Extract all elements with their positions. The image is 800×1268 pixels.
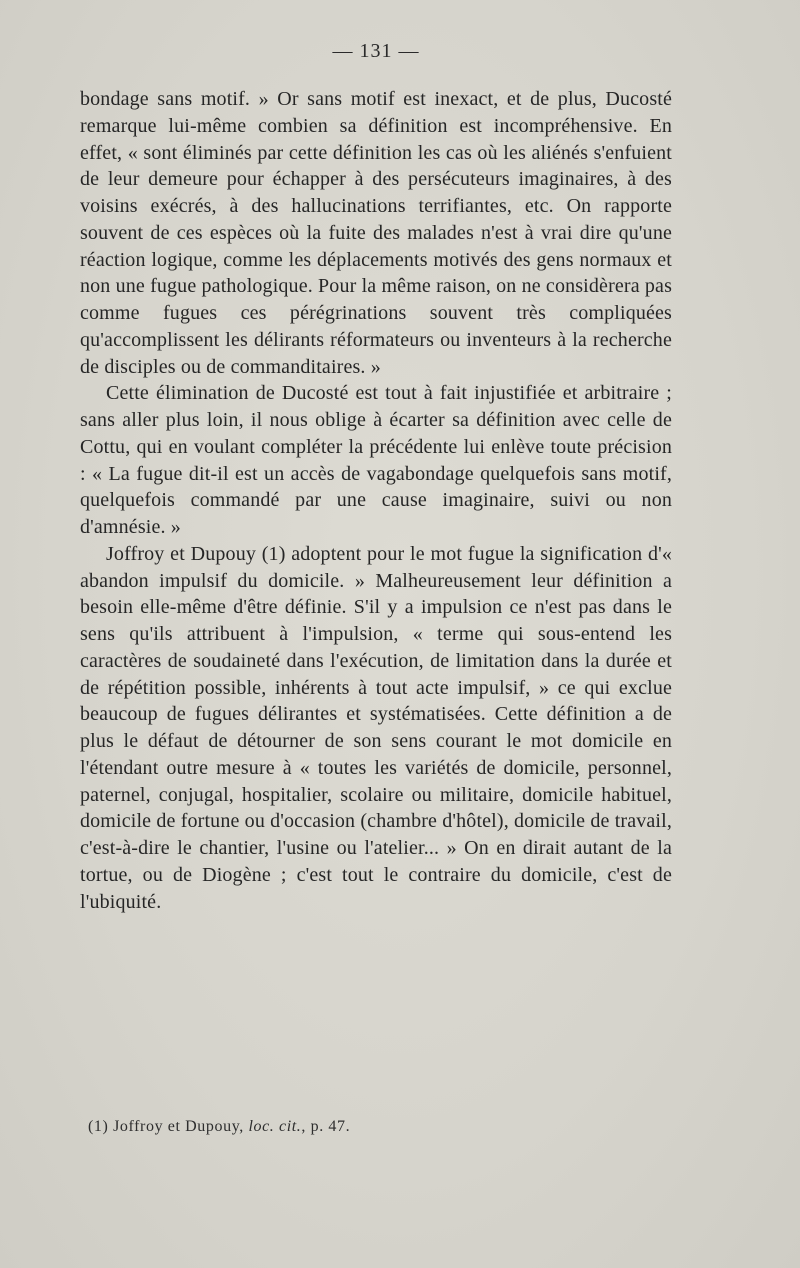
paragraph-3: Joffroy et Dupouy (1) adoptent pour le mot fugue la signification d'« abandon impulsif du domicile. » Malheureusement leur définition a besoin elle-même d'être définie. S'il y a impulsion ce n'est pas dans le sens qu'ils attribuent à l'impulsion, « terme qui sous-entend les caractères de soudaineté dans l'exécution, de limitation dans la durée et de répétition possible, inhérents à tout acte impulsif, » ce qui exclue beaucoup de fugues délirantes et systématisées. Cette définition a de plus le défaut de détourner de son sens courant le mot domicile en l'étendant outre mesure à « toutes les variétés de domicile, personnel, paternel, conjugal, hospitalier, scolaire ou militaire, domicile habituel, domicile de fortune ou d'occasion (chambre d'hôtel), domicile de travail, c'est-à-dire le chantier, l'usine ou l'atelier... » On en dirait autant de la tortue, ou de Diogène ; c'est tout le contraire du domicile, c'est de l'ubiquité. xyxy=(80,542,672,913)
footnote-citation: loc. cit. xyxy=(248,1118,302,1135)
paragraph-1: bondage sans motif. » Or sans motif est inexact, et de plus, Ducosté remarque lui-même combien sa définition est incompréhensive. En effet, « sont éliminés par cette définition les cas où les aliénés s'enfuient de leur demeure pour échapper à des persécuteurs imaginaires, à des voisins exécrés, à des hallucinations terrifiantes, etc. On rapporte souvent de ces espèces où la fuite des malades n'est à vrai dire qu'une réaction logique, comme les déplacements motivés des gens normaux et non une fugue pathologique. Pour la même raison, on ne considèrera pas comme fugues ces pérégrinations souvent très compliquées qu'accomplissent les délirants réformateurs ou inventeurs à la recherche de disciples ou de commanditaires. » xyxy=(80,88,673,378)
footnote-marker: (1) xyxy=(88,1118,109,1135)
footnote-text: Joffroy et Dupouy, xyxy=(108,1118,249,1135)
book-page xyxy=(80,0,672,1268)
body-text xyxy=(80,86,672,915)
footnote-page-ref: , p. 47. xyxy=(301,1118,351,1135)
footnote xyxy=(88,1117,672,1137)
paragraph-2: Cette élimination de Ducosté est tout à fait injustifiée et arbitraire ; sans aller plus loin, il nous oblige à écarter sa définition avec celle de Cottu, qui en voulant compléter la précédente lui enlève toute précision : « La fugue dit-il est un accès de vagabondage quelquefois sans motif, quelquefois commandé par une cause imaginaire, suivi ou non d'amnésie. » xyxy=(80,382,672,538)
page-number: — 131 — xyxy=(332,40,420,62)
